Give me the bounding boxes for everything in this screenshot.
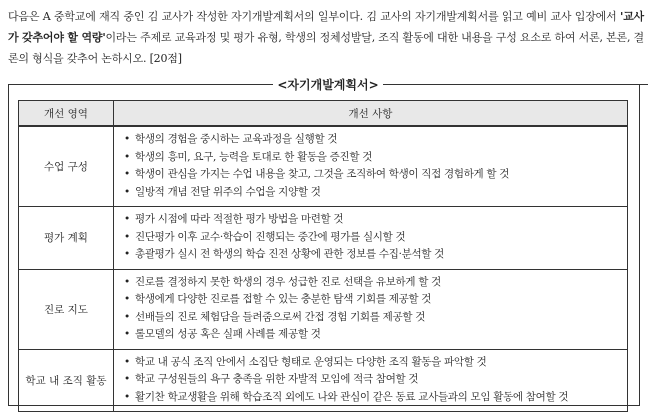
list-item	[124, 184, 617, 202]
prompt-text-2: 이라는 주제로 교육과정 및 평가 유형, 학생의 정체성발달, 조직 활동에 대한 내용을 구성 요소로 하여 서론, 본론, 결론의 형식을 갖추어 논하시오. [20점]	[8, 31, 644, 65]
list-item	[124, 389, 617, 407]
item-text: 학생의 흥미, 요구, 능력을 토대로 한 활동을 증진할 것	[135, 150, 373, 163]
list-item	[124, 149, 617, 167]
bullet-icon: •	[124, 168, 130, 180]
bullet-icon: •	[124, 328, 130, 340]
item-text: 총괄평가 실시 전 학생의 학습 진전 상황에 관한 정보를 수집·분석할 것	[135, 248, 445, 260]
bullet-icon: •	[124, 275, 130, 288]
list-item	[124, 309, 617, 327]
bullet-icon: •	[124, 390, 130, 403]
list-item	[124, 274, 617, 292]
item-text: 활기찬 학교생활을 위해 학습조직 외에도 나와 관심이 같은 동료 교사들과의 모임 활동에 참여할 것	[135, 390, 569, 403]
item-text: 롤모델의 성공 혹은 실패 사례를 제공할 것	[135, 328, 321, 340]
item-text: 일방적 개념 전달 위주의 수업을 지양할 것	[135, 185, 321, 198]
list-item	[124, 326, 617, 344]
item-text: 진단평가 이후 교수·학습이 진행되는 중간에 평가를 실시할 것	[135, 230, 406, 243]
items-cell	[114, 349, 628, 412]
list-item	[124, 354, 617, 372]
list-item	[124, 166, 617, 184]
items-cell	[114, 126, 628, 207]
list-item	[124, 246, 617, 264]
item-text: 학생이 관심을 가지는 수업 내용을 찾고, 그것을 조직하여 학생이 직접 경험하게 할 것	[135, 168, 510, 180]
plan-title: <자기개발계획서>	[277, 77, 379, 92]
item-text: 학교 내 공식 조직 안에서 소집단 형태로 운영되는 다양한 조직 활동을 파악할 것	[135, 355, 487, 368]
title-rule-left	[8, 84, 273, 85]
table-row	[19, 126, 628, 207]
item-text: 학생에게 다양한 진로를 접할 수 있는 충분한 탐색 기회를 제공할 것	[135, 293, 432, 305]
plan-title-bar	[8, 76, 648, 92]
bullet-icon: •	[124, 373, 130, 385]
list-item	[124, 371, 617, 389]
bullet-icon: •	[124, 355, 130, 368]
area-cell: 수업 구성	[19, 126, 114, 207]
table-body	[19, 126, 628, 412]
table-row	[19, 269, 628, 349]
list-item	[124, 211, 617, 229]
table-row	[19, 207, 628, 270]
question-prompt	[8, 6, 644, 69]
area-cell: 진로 지도	[19, 269, 114, 349]
improvement-table	[18, 100, 628, 412]
items-cell	[114, 207, 628, 270]
table-header-row	[19, 101, 628, 127]
bullet-icon: •	[124, 185, 130, 198]
list-item	[124, 131, 617, 149]
bullet-icon: •	[124, 213, 130, 225]
prompt-text-1: 다음은 A 중학교에 재직 중인 김 교사가 작성한 자기개발계획서의 일부이다. 김 교사의 자기개발계획서를 읽고 예비 교사 입장에서	[8, 10, 620, 23]
bullet-icon: •	[124, 230, 130, 243]
area-cell: 평가 계획	[19, 207, 114, 270]
item-text: 학생의 경험을 중시하는 교육과정을 실행할 것	[135, 133, 338, 145]
item-text: 선배들의 진로 체험담을 들려줌으로써 간접 경험 기회를 제공할 것	[135, 310, 426, 323]
header-area: 개선 영역	[19, 101, 114, 127]
header-items: 개선 사항	[114, 101, 628, 127]
area-cell: 학교 내 조직 활동	[19, 349, 114, 412]
items-cell	[114, 269, 628, 349]
bullet-icon: •	[124, 310, 130, 323]
item-text: 진로를 결정하지 못한 학생의 경우 성급한 진로 선택을 유보하게 할 것	[135, 275, 441, 288]
prompt-emphasis: '교사가 갖추어야 할 역량'	[8, 10, 644, 44]
title-rule-right	[383, 84, 648, 85]
item-text: 학교 구성원들의 욕구 충족을 위한 자발적 모임에 적극 참여할 것	[135, 373, 419, 385]
list-item	[124, 291, 617, 309]
table-row	[19, 349, 628, 412]
item-text: 평가 시점에 따라 적절한 평가 방법을 마련할 것	[135, 213, 344, 225]
list-item	[124, 229, 617, 247]
bullet-icon: •	[124, 293, 130, 305]
bullet-icon: •	[124, 248, 130, 260]
bullet-icon: •	[124, 133, 130, 145]
bullet-icon: •	[124, 150, 130, 163]
